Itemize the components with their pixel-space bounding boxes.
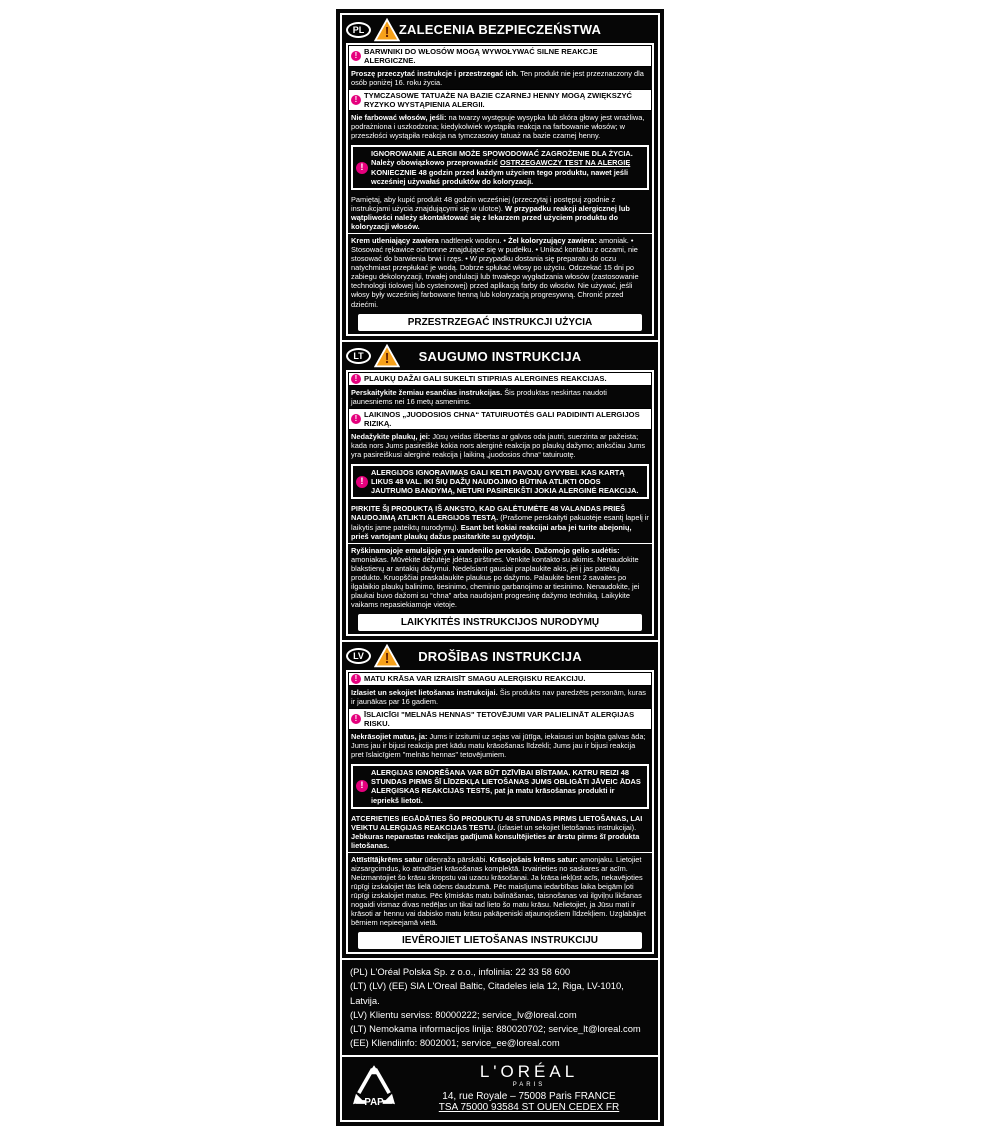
follow-instructions-banner: PRZESTRZEGAĆ INSTRUKCJI UŻYCIA	[358, 314, 642, 331]
svg-text:!: !	[384, 651, 390, 668]
read-instructions-row: Perskaitykite žemiau esančias instrukcijas. Šis produktas neskirtas naudoti jaunesniems nei 16 metų asmenims.	[351, 387, 607, 406]
lang-badge-lv: LV	[346, 648, 371, 664]
brand-wordmark: L'ORÉAL	[479, 1061, 579, 1081]
henna-warning-row	[348, 89, 652, 111]
section-header-lt	[346, 343, 654, 370]
warning-triangle-icon	[374, 644, 400, 668]
brand-footer	[342, 1057, 658, 1120]
read-instructions-row: Izlasiet un sekojiet lietošanas instrukcijai. Šis produkts nav paredzēts personām, kuras ir jaunākas par 16 gadiem.	[351, 687, 646, 706]
section-title: SAUGUMO INSTRUKCIJA	[418, 348, 582, 364]
svg-text:!: !	[384, 24, 390, 41]
brand-city: PARIS	[512, 1081, 546, 1088]
exclamation-icon: !	[351, 95, 361, 105]
contact-info-block	[342, 960, 658, 1057]
remember-row: PIRKITE ŠĮ PRODUKTĄ IŠ ANKSTO, KAD GALĖTUMĖTE 48 VALANDAS PRIEŠ NAUDOJIMĄ ATLIKTI ALERGIJOS TESTĄ. (Prašome perskaityti pakuotėje esantį lapelį ir laikytis jame pateiktų nurodymų). Esant bet kokiai reakcijai arba jei turite abejonių, prieš vartojant plaukų dažus pasitarkite su gydytoju.	[351, 504, 649, 541]
do-not-dye-row: Nie farbować włosów, jeśli: na twarzy występuje wysypka lub skóra głowy jest wrażliwa, podrażniona i uszkodzona; kiedykolwiek wystąpiła reakcja na farbowanie włosów; w przeszłości wystąpiła reakcja na tymczasowy tatuaż na bazie czarnej henny.	[351, 113, 645, 141]
svg-text:PAP: PAP	[364, 1097, 384, 1109]
exclamation-icon: !	[351, 51, 361, 61]
allergy-warning-row	[348, 672, 652, 686]
warning-text: ĪSLAICĪGI "MELNĀS HENNAS" TETOVĒJUMI VAR PALIELINĀT ALERĢIJAS RISKU.	[364, 709, 635, 728]
exclamation-icon: !	[351, 374, 361, 384]
warning-text: BARWNIKI DO WŁOSÓW MOGĄ WYWOŁYWAĆ SILNE REAKCJE ALERGICZNE.	[364, 47, 598, 65]
section-header-lv	[346, 643, 654, 670]
henna-warning-row	[348, 708, 652, 730]
address-line-2: TSA 75000 93584 ST OUEN CEDEX FR	[438, 1101, 620, 1113]
contact-line-pl: (PL) L'Oréal Polska Sp. z o.o., infolinia: 22 33 58 600	[350, 966, 571, 978]
warning-text: PLAUKŲ DAŽAI GALI SUKELTI STIPRIAS ALERGINES REAKCIJAS.	[364, 374, 607, 384]
section-title: DROŠĪBAS INSTRUKCIJA	[418, 648, 582, 664]
exclamation-icon: !	[356, 162, 368, 174]
exclamation-icon: !	[356, 476, 368, 488]
section-content-lv	[346, 670, 654, 955]
svg-text:!: !	[384, 350, 390, 367]
warning-triangle-icon	[374, 18, 400, 42]
henna-warning-row	[348, 408, 652, 430]
section-pl	[342, 15, 658, 342]
warning-text: TYMCZASOWE TATUAŻE NA BAZIE CZARNEJ HENNY MOGĄ ZWIĘKSZYĆ RYZYKO WYSTĄPIENIA ALERGII.	[364, 91, 633, 110]
alert-text: ALERGIJOS IGNORAVIMAS GALI KELTI PAVOJŲ GYVYBEI. KAS KARTĄ LIKUS 48 VAL. IKI ŠIŲ DAŽŲ NAUDOJIMO BŪTINA ATLIKTI ODOS JAUTRUMO BANDYMĄ, NETURI PASIREIKŠTI JOKIA ALERGINĖ REAKCIJA.	[371, 467, 639, 496]
address-line-1: 14, rue Royale – 75008 Paris FRANCE	[442, 1090, 616, 1102]
lang-badge-pl: PL	[346, 22, 371, 38]
section-lt	[342, 342, 658, 642]
allergy-warning-row	[348, 45, 652, 67]
section-title: ZALECENIA BEZPIECZEŃSTWA	[398, 22, 602, 37]
lang-badge-lt: LT	[346, 348, 371, 364]
exclamation-icon: !	[351, 414, 361, 424]
allergy-alert-box	[351, 764, 649, 809]
warning-text: MATU KRĀSA VAR IZRAISĪT SMAGU ALERĢISKU REAKCIJU.	[364, 674, 586, 684]
brand-address-block	[408, 1062, 650, 1113]
allergy-warning-row	[348, 372, 652, 386]
remember-row: Pamiętaj, aby kupić produkt 48 godzin wcześniej (przeczytaj i postępuj zgodnie z instrukcjami użycia znajdującymi się w ulotce). W przypadku reakcji alergicznej lub wątpliwości należy skontaktować się z lekarzem przed użyciem produktu do koloryzacji włosów.	[351, 195, 630, 232]
contact-line-lt: (LT) Nemokama informacijos linija: 880020702; service_lt@loreal.com	[350, 1022, 641, 1034]
alert-text: IGNOROWANIE ALERGII MOŻE SPOWODOWAĆ ZAGROŻENIE DLA ŻYCIA. Należy obowiązkowo przeprowadzić OSTRZEGAWCZY TEST NA ALERGIĘ KONIECZNIE 48 godzin przed każdym użyciem tego produktu, nawet jeśli wcześniej używałaś produktów do koloryzacji.	[371, 149, 633, 186]
section-content-lt	[346, 370, 654, 636]
allergy-alert-box	[351, 464, 649, 500]
section-lv	[342, 642, 658, 961]
section-content-pl	[346, 43, 654, 336]
follow-instructions-banner: IEVĒROJIET LIETOŠANAS INSTRUKCIJU	[358, 932, 642, 949]
exclamation-icon: !	[356, 780, 368, 792]
remember-row: ATCERIETIES IEGĀDĀTIES ŠO PRODUKTU 48 STUNDAS PIRMS LIETOŠANAS, LAI VEIKTU ALERĢIJAS REAKCIJAS TESTU. (izlasiet un sekojiet lietošanas instrukcijai). Jebkuras neparastas reakcijas gadījumā konsultējieties ar ārstu pirms šī produkta lietošanas.	[351, 813, 643, 851]
read-instructions-row: Proszę przeczytać instrukcje i przestrzegać ich. Ten produkt nie jest przeznaczony dla osób poniżej 16. roku życia.	[351, 69, 644, 88]
do-not-dye-row: Nedažykite plaukų, jei: Jūsų veidas išbertas ar galvos oda jautri, suerzinta ar pažeista; kada nors Jums pasireiškė kokia nors alerginė reakcija po plaukų dažymo; anksčiau Jums yra pasireiškusi alerginė reakcija į laikiną „juodosios chna“ tatuiruotę.	[351, 431, 646, 459]
exclamation-icon: !	[351, 674, 361, 684]
safety-label	[336, 9, 664, 1126]
warning-triangle-icon	[374, 344, 400, 368]
exclamation-icon: !	[351, 714, 361, 724]
warning-text: LAIKINOS „JUODOSIOS CHNA“ TATUIRUOTĖS GALI PADIDINTI ALERGIJOS RIZIKĄ.	[364, 409, 640, 428]
usage-paragraph: Ryškinamojoje emulsijoje yra vandenilio peroksido. Dažomojo gelio sudėtis: amoniakas. Mūvėkite dėžutėje įdėtas pirštines. Venkite kontakto su akimis. Nenaudokite blakstienų ar antakių dažymui. Nedelsiant gausiai praplaukite akis, jei į jas patektų produkto. Kruopščiai praskalaukite plaukus po dažymo. Palaukite bent 2 savaites po ilgalaikio plaukų balinimo, tiesinimo, cheminio garbanojimo ar tiesinimo. Nenaudokite, jei plaukai buvo dažomi su “chna” arba naudojant progresinę dažymo techniką. Laikykite vaikams nepasiekiamoje vietoje.	[348, 543, 652, 611]
section-header-pl	[346, 16, 654, 43]
contact-line-lv: (LV) Klientu serviss: 80000222; service_lv@loreal.com	[350, 1008, 577, 1020]
follow-instructions-banner: LAIKYKITĖS INSTRUKCIJOS NURODYMŲ	[358, 614, 642, 631]
do-not-dye-row: Nekrāsojiet matus, ja: Jums ir izsitumi uz sejas vai jūtīga, iekaisusi un bojāta galvas āda; Jums jau ir bijusi reakcija pret kādu matu krāsošanas līdzekli; Jums jau ir bijusi reakcija pret īslaicīgiem "melnās hennas" tetovējumiem.	[351, 731, 646, 759]
pap-recycling-icon	[350, 1064, 398, 1110]
allergy-alert-box	[351, 145, 649, 190]
label-inner-frame	[340, 13, 660, 1122]
alert-text: ALERĢIJAS IGNORĒŠANA VAR BŪT DZĪVĪBAI BĪSTAMA. KATRU REIZI 48 STUNDAS PIRMS ŠĪ LĪDZEKĻA LIETOŠANAS JUMS OBLIGĀTI JĀVEIC ĀDAS ALERĢISKAS REAKCIJAS TESTS, pat ja matu krāsošanas produkti ir iepriekš lietoti.	[371, 767, 641, 805]
usage-paragraph: Attīstītājkrēms satur ūdeņraža pārskābi. Krāsojošais krēms satur: amonjaku. Lietojiet aizsargcimdus, ko atradīsiet krāsošanas komplektā. Izvairieties no saskares ar acīm. Neizmantojiet šo krāsu skropstu vai uzacu krāsošanai. Ja krāsa iekļūst acīs, nekavējoties rūpīgi izskalojiet tās lielā ūdens daudzumā. Pēc maisījuma iedarbības laika beigām ļoti rūpīgi izskalojiet matus. Pēc ķīmiskās matu balināšanas, taisnošanas vai ilgviļņu likšanas nogaidi vismaz divas nedēļas un tikai tad lieto šo matu krāsu. Nelietojiet, ja Jūsu mati ir krāsoti ar hennu vai dabisko matu krāsu pakāpeniski atjaunojošiem līdzekļiem. Uzglabājiet bērniem nepieejamā vietā.	[348, 852, 652, 929]
contact-line-ee: (EE) Kliendiinfo: 8002001; service_ee@loreal.com	[350, 1036, 560, 1048]
usage-paragraph: Krem utleniający zawiera nadtlenek wodoru. • Żel koloryzujący zawiera: amoniak. • Stosować rękawice ochronne znajdujące się w pudełku. • Unikać kontaktu z oczami, nie stosować do barwienia brwi i rzęs. • W przypadku dostania się preparatu do oczu natychmiast przepłukać je wodą. Dobrze spłukać włosy po użyciu. Odczekać 15 dni po zabiegu dekoloryzacji, trwałej ondulacji lub trwałego wygładzania włosów (zastosowanie technologii tiolowej lub cysteinowej) przed aplikacją farby do włosów. Nie używać, jeśli włosy były wcześniej farbowane henną lub koloryzacją progresywną. Chronić przed dziećmi.	[348, 233, 652, 310]
contact-line-baltic: (LT) (LV) (EE) SIA L'Oreal Baltic, Citadeles iela 12, Riga, LV-1010, Latvija.	[350, 980, 624, 1006]
